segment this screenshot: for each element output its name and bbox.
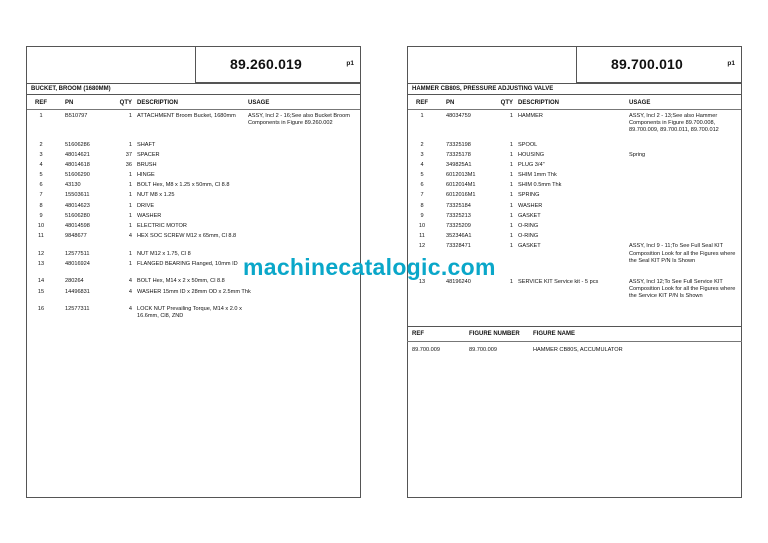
part-number: 12577511 — [65, 250, 90, 257]
part-ref: 6 — [420, 182, 424, 189]
part-ref: 4 — [420, 161, 424, 168]
part-description: WASHER — [137, 212, 162, 219]
part-ref: 16 — [37, 306, 45, 313]
part-description: SHIM 1mm Thk — [518, 172, 557, 179]
related-figures-header — [407, 330, 742, 342]
table-row[interactable] — [408, 182, 741, 192]
watermark: machinecatalogic.com — [243, 254, 496, 280]
part-description: GASKET — [518, 212, 541, 219]
part-number: B510797 — [65, 113, 88, 119]
figure-number-box — [195, 46, 361, 83]
part-qty: 1 — [509, 141, 513, 148]
table-row[interactable] — [408, 162, 741, 172]
part-number: 352346A1 — [446, 233, 472, 240]
part-ref: 10 — [37, 223, 45, 229]
part-usage: Spring — [629, 151, 646, 158]
part-qty: 37 — [125, 151, 132, 158]
part-ref: 12 — [418, 243, 426, 250]
part-ref: 3 — [420, 151, 424, 158]
part-description: WASHER 15mm ID x 28mm OD x 2.5mm Thk — [137, 288, 251, 295]
table-row[interactable] — [408, 113, 741, 142]
part-ref: 7 — [420, 192, 424, 199]
page-label: p1 — [346, 60, 354, 67]
part-description: SHIM 0.5mm Thk — [518, 182, 562, 189]
part-description: HAMMER — [518, 113, 543, 119]
part-number: 73325178 — [446, 151, 471, 158]
part-ref: 6 — [39, 182, 43, 189]
part-description: FLANGED BEARING Flanged, 10mm ID — [137, 260, 238, 267]
part-ref: 2 — [420, 141, 424, 148]
table-row[interactable] — [408, 223, 741, 233]
part-number: 9848677 — [65, 233, 87, 240]
part-description: ATTACHMENT Broom Bucket, 1680mm — [137, 113, 236, 119]
part-qty: 4 — [128, 306, 132, 313]
table-row[interactable] — [27, 223, 360, 233]
figure-number: 89.260.019 — [229, 56, 303, 72]
table-row[interactable] — [408, 172, 741, 182]
col-qty: QTY — [500, 100, 513, 106]
part-ref: 9 — [39, 212, 43, 219]
part-ref: 5 — [420, 172, 424, 179]
part-description: WASHER — [518, 202, 543, 209]
part-number: 51606280 — [65, 212, 90, 219]
part-qty: 1 — [509, 212, 513, 219]
part-ref: 11 — [38, 233, 44, 240]
table-row[interactable] — [408, 233, 741, 243]
part-ref: 8 — [420, 202, 424, 209]
part-number: 6012014M1 — [446, 182, 476, 189]
part-qty: 4 — [128, 288, 132, 295]
col-figure-name: FIGURE NAME — [533, 331, 575, 337]
part-qty: 1 — [128, 202, 132, 209]
part-description: BOLT Hex, M8 x 1.25 x 50mm, Cl 8.8 — [137, 182, 230, 189]
page-label: p1 — [727, 60, 735, 67]
part-qty: 36 — [125, 161, 132, 168]
part-usage: ASSY, Incl 2 - 13;See also Hammer Components in Figure 89.700.008, 89.700.009, 89.700.011, 89.700.012 — [629, 113, 719, 134]
col-pn: PN — [65, 100, 74, 106]
part-number: 73325213 — [446, 212, 471, 219]
part-ref: 5 — [39, 172, 43, 179]
part-number: 51606290 — [65, 172, 90, 179]
part-ref: 4 — [39, 161, 43, 168]
part-description: ELECTRIC MOTOR — [137, 223, 187, 229]
parts-list — [408, 113, 741, 314]
part-number: 43130 — [65, 182, 81, 189]
table-row[interactable] — [408, 192, 741, 202]
part-qty: 1 — [128, 223, 132, 229]
part-ref: 10 — [418, 223, 426, 229]
part-number: 73325184 — [446, 202, 471, 209]
part-number: 280264 — [65, 278, 84, 285]
part-description: O-RING — [518, 233, 539, 240]
part-description: LOCK NUT Prevailing Torque, M14 x 2.0 x 16.6mm, Cl8, ZND — [137, 306, 242, 320]
part-number: 6012016M1 — [446, 192, 476, 199]
part-number: 48014623 — [65, 202, 90, 209]
part-qty: 1 — [128, 141, 132, 148]
part-qty: 1 — [128, 250, 132, 257]
part-number: 48034759 — [446, 113, 471, 119]
part-ref: 7 — [39, 192, 43, 199]
part-number: 51606286 — [65, 141, 90, 148]
part-number: 6012013M1 — [446, 172, 476, 179]
part-qty: 1 — [509, 192, 513, 199]
figure-number: 89.700.010 — [610, 56, 684, 72]
figure-ref: 89.700.009 — [412, 347, 440, 353]
part-ref: 15 — [37, 288, 45, 295]
part-description: NUT M12 x 1.75, Cl 8 — [137, 250, 191, 257]
part-qty: 1 — [509, 243, 513, 250]
table-row[interactable] — [27, 289, 360, 307]
table-row[interactable] — [27, 152, 360, 162]
part-number: 349825A1 — [446, 161, 472, 168]
col-ref: REF — [35, 100, 47, 106]
part-qty: 1 — [128, 172, 132, 179]
part-ref: 12 — [37, 250, 45, 257]
part-qty: 1 — [509, 172, 513, 179]
table-row[interactable] — [27, 142, 360, 152]
section-title: BUCKET, BROOM (1680MM) — [26, 83, 361, 95]
part-number: 12577311 — [65, 306, 90, 313]
part-qty: 1 — [128, 182, 132, 189]
part-ref: 13 — [418, 278, 426, 285]
col-usage: USAGE — [248, 100, 270, 106]
part-qty: 1 — [128, 113, 132, 119]
table-row[interactable] — [408, 152, 741, 162]
part-qty: 1 — [128, 212, 132, 219]
part-ref: 1 — [39, 113, 43, 119]
part-ref: 8 — [39, 202, 43, 209]
part-qty: 1 — [509, 182, 513, 189]
col-ref: REF — [412, 331, 424, 337]
table-row[interactable] — [27, 113, 360, 142]
part-qty: 1 — [128, 192, 132, 199]
table-row[interactable] — [408, 203, 741, 213]
part-ref: 14 — [37, 278, 45, 285]
part-qty: 1 — [509, 151, 513, 158]
part-number: 73325198 — [446, 141, 471, 148]
part-qty: 1 — [509, 233, 513, 240]
section-title: HAMMER CB80S, PRESSURE ADJUSTING VALVE — [407, 83, 742, 95]
figure-name: HAMMER CB80S, ACCUMULATOR — [533, 347, 623, 353]
related-figures-section — [407, 326, 742, 356]
part-qty: 1 — [509, 161, 513, 168]
part-qty: 4 — [128, 278, 132, 285]
part-number: 73325209 — [446, 223, 471, 229]
part-number: 15503611 — [65, 192, 90, 199]
part-description: SPOOL — [518, 141, 538, 148]
part-number: 48014621 — [65, 151, 90, 158]
col-usage: USAGE — [629, 100, 651, 106]
part-description: HEX SOC SCREW M12 x 65mm, Cl 8.8 — [137, 233, 237, 240]
part-qty: 1 — [509, 223, 513, 229]
part-ref: 9 — [420, 212, 424, 219]
part-description: DRIVE — [137, 202, 155, 209]
figure-number-box — [576, 46, 742, 83]
part-ref: 11 — [419, 233, 425, 240]
part-number: 73328471 — [446, 243, 471, 250]
part-description: HOUSING — [518, 151, 545, 158]
part-number: 48196240 — [446, 278, 471, 285]
part-number: 48014618 — [65, 161, 90, 168]
column-header-row — [408, 99, 741, 110]
panel-header — [408, 47, 741, 83]
part-description: BOLT Hex, M14 x 2 x 50mm, Cl 8.8 — [137, 278, 225, 285]
panel-header — [27, 47, 360, 83]
part-qty: 1 — [509, 202, 513, 209]
parts-list — [27, 113, 360, 324]
part-number: 48016924 — [65, 260, 90, 267]
part-usage: ASSY, Incl 12;To See Full Service KIT Composition Look for all the Figures where the Service KIT P/N Is Shown — [629, 278, 736, 300]
part-usage: ASSY, Incl 9 - 11;To See Full Seal KIT Composition Look for all the Figures where the Seal KIT P/N Is Shown — [629, 243, 736, 264]
table-row[interactable] — [27, 182, 360, 192]
table-row[interactable] — [27, 192, 360, 202]
table-row[interactable] — [27, 213, 360, 223]
part-description: PLUG 3/4" — [518, 161, 545, 168]
table-row[interactable] — [27, 203, 360, 213]
part-description: BRUSH — [137, 161, 157, 168]
table-row[interactable] — [27, 172, 360, 182]
part-qty: 1 — [509, 113, 513, 119]
figure-number-link[interactable]: 89.700.009 — [469, 347, 497, 353]
part-description: SPRING — [518, 192, 540, 199]
col-description: DESCRIPTION — [518, 100, 560, 106]
table-row[interactable] — [27, 233, 360, 251]
table-row[interactable] — [408, 279, 741, 314]
table-row[interactable] — [27, 306, 360, 324]
part-qty: 4 — [128, 233, 132, 240]
col-figure-number: FIGURE NUMBER — [469, 331, 520, 337]
col-description: DESCRIPTION — [137, 100, 179, 106]
part-description: HINGE — [137, 172, 155, 179]
part-description: SERVICE KIT Service kit - 5 pcs — [518, 278, 599, 285]
col-ref: REF — [416, 100, 428, 106]
part-description: SHAFT — [137, 141, 156, 148]
part-description: O-RING — [518, 223, 539, 229]
part-description: NUT M8 x 1.25 — [137, 192, 175, 199]
part-ref: 13 — [37, 260, 45, 267]
column-header-row — [27, 99, 360, 110]
table-row[interactable] — [408, 142, 741, 152]
part-description: SPACER — [137, 151, 160, 158]
part-usage: ASSY, Incl 2 - 16;See also Bucket Broom Components in Figure 89.260.002 — [248, 113, 350, 127]
part-ref: 2 — [39, 141, 43, 148]
part-number: 14496831 — [65, 288, 90, 295]
table-row[interactable] — [27, 162, 360, 172]
part-qty: 1 — [509, 278, 513, 285]
part-qty: 1 — [128, 260, 132, 267]
col-pn: PN — [446, 100, 455, 106]
part-ref: 3 — [39, 151, 43, 158]
table-row[interactable] — [408, 213, 741, 223]
col-qty: QTY — [119, 100, 132, 106]
part-ref: 1 — [420, 113, 424, 119]
part-description: GASKET — [518, 243, 541, 250]
part-number: 48014598 — [65, 223, 90, 229]
